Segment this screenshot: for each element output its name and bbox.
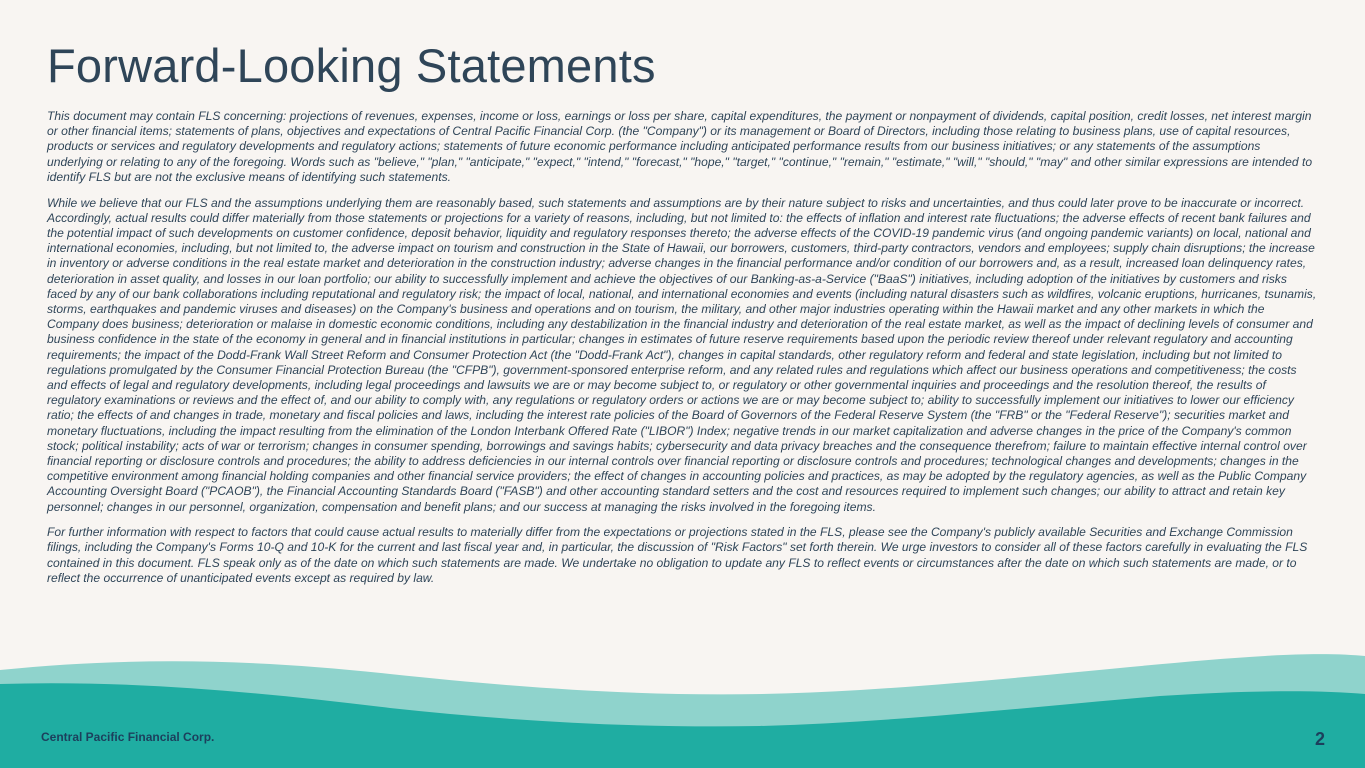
- paragraph-intro: This document may contain FLS concerning: projections of revenues, expenses, income or loss, earnings or loss per share, capital expenditures, the payment or nonpayment of dividends, capital position, credit losses, net interest margin or other financial items; statements of plans, objectives and expectations of Central Pacific Financial Corp. (the "Company") or its management or Board of Directors, including those relating to business plans, use of capital resources, products or services and regulatory developments and regulatory actions; statements of future economic performance including anticipated performance results from our business initiatives; or any statements of the assumptions underlying or relating to any of the foregoing. Words such as "believe," "plan," "anticipate," "expect," "intend," "forecast," "hope," "target," "continue," "remain," "estimate," "will," "should," "may" and other similar expressions are intended to identify FLS but are not the exclusive means of identifying such statements.: [47, 109, 1313, 184]
- footer-company-name: Central Pacific Financial Corp.: [41, 730, 215, 744]
- paragraph-further-information: For further information with respect to factors that could cause actual results to materially differ from the expectations or projections stated in the FLS, please see the Company's publicly available Securities and Exchange Commission filings, including the Company's Forms 10-Q and 10-K for the current and last fiscal year and, in particular, the discussion of "Risk Factors" set forth therein. We urge investors to consider all of these factors carefully in evaluating the FLS contained in this document. FLS speak only as of the date on which such statements are made. We undertake no obligation to update any FLS to reflect events or circumstances after the date on which such statements are made, or to reflect the occurrence of unanticipated events except as required by law.: [47, 525, 1308, 585]
- paragraph-risk-factors: While we believe that our FLS and the assumptions underlying them are reasonably based, such statements and assumptions are by their nature subject to risks and uncertainties, and thus could later prove to be inaccurate or incorrect. Accordingly, actual results could differ materially from those statements or projections for a variety of reasons, including, but not limited to: the effects of inflation and interest rate fluctuations; the adverse effects of recent bank failures and the potential impact of such developments on customer confidence, deposit behavior, liquidity and regulatory responses thereto; the adverse effects of the COVID-19 pandemic virus (and ongoing pandemic variants) on local, national and international economies, including, but not limited to, the adverse impact on tourism and construction in the State of Hawaii, our borrowers, customers, third-party contractors, vendors and employees; supply chain disruptions; the increase in inventory or adverse conditions in the real estate market and deterioration in the construction industry; adverse changes in the financial performance and/or condition of our borrowers and, as a result, increased loan delinquency rates, deterioration in asset quality, and losses in our loan portfolio; our ability to successfully implement and achieve the objectives of our Banking-as-a-Service ("BaaS") initiatives, including adoption of the initiatives by customers and risks faced by any of our bank collaborations including reputational and regulatory risk; the impact of local, national, and international economies and events (including natural disasters such as wildfires, volcanic eruptions, hurricanes, tsunamis, storms, earthquakes and pandemic viruses and diseases) on the Company's business and operations and on tourism, the military, and other major industries operating within the Hawaii market and any other markets in which the Company does business; deterioration or malaise in domestic economic conditions, including any destabilization in the financial industry and deterioration of the real estate market, as well as the impact of declining levels of consumer and business confidence in the state of the economy in general and in financial institutions in particular; changes in estimates of future reserve requirements based upon the periodic review thereof under relevant regulatory and accounting requirements; the impact of the Dodd-Frank Wall Street Reform and Consumer Protection Act (the "Dodd-Frank Act"), changes in capital standards, other regulatory reform and federal and state legislation, including but not limited to regulations promulgated by the Consumer Financial Protection Bureau (the "CFPB"), government-sponsored enterprise reform, and any related rules and regulations which affect our business operations and competitiveness; the costs and effects of legal and regulatory developments, including legal proceedings and lawsuits we are or may become subject to, or regulatory or other governmental inquiries and proceedings and the resolution thereof, the results of regulatory examinations or reviews and the effect of, and our ability to comply with, any regulations or regulatory orders or actions we are or may become subject to; ability to successfully implement our initiatives to lower our efficiency ratio; the effects of and changes in trade, monetary and fiscal policies and laws, including the interest rate policies of the Board of Governors of the Federal Reserve System (the "FRB" or the "Federal Reserve"); securities market and monetary fluctuations, including the impact resulting from the elimination of the London Interbank Offered Rate ("LIBOR") Index; negative trends in our market capitalization and adverse changes in the price of the Company's common stock; political instability; acts of war or terrorism; changes in consumer spending, borrowings and savings habits; cybersecurity and data privacy breaches and the consequence therefrom; failure to maintain effective internal control over financial reporting or disclosure controls and procedures; the ability to address deficiencies in our internal controls over financial reporting or disclosure controls and procedures; technological changes and developments; changes in the competitive environment among financial holding companies and other financial service providers; the effect of changes in accounting policies and practices, as may be adopted by the regulatory agencies, as well as the Public Company Accounting Oversight Board ("PCAOB"), the Financial Accounting Standards Board ("FASB") and other accounting standard setters and the cost and resources required to implement such changes; our ability to attract and retain key personnel; changes in our personnel, organization, compensation and benefit plans; and our success at managing the risks involved in the foregoing items.: [47, 195, 1317, 514]
- page-number: 2: [1314, 729, 1325, 749]
- page-title: Forward-Looking Statements: [47, 39, 656, 92]
- disclaimer-body: [47, 109, 1319, 597]
- footer-wave-decoration: [0, 640, 1365, 768]
